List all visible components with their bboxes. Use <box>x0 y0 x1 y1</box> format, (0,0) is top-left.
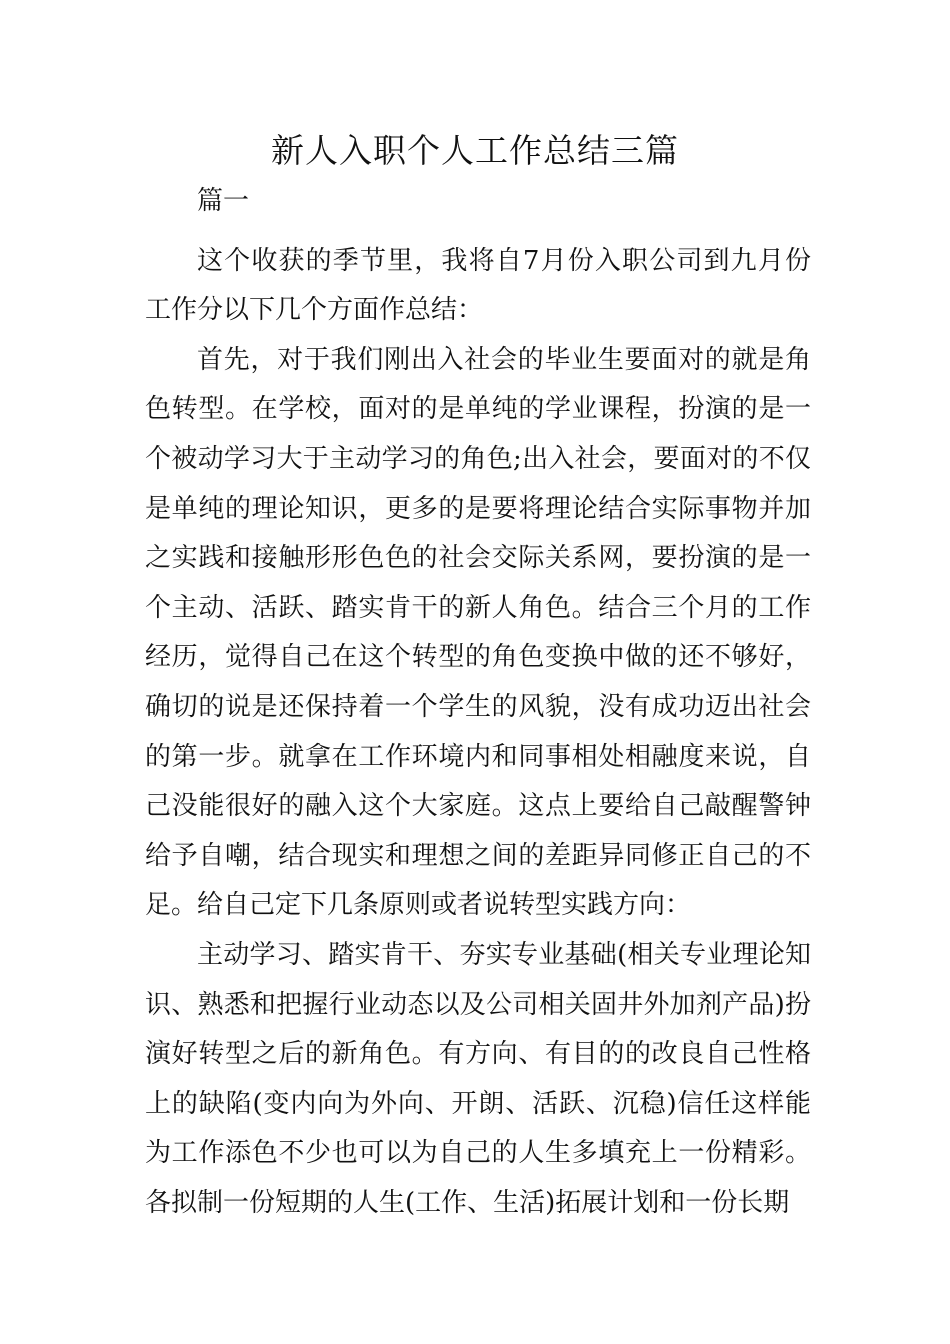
paragraph-intro: 这个收获的季节里，我将自7月份入职公司到九月份工作分以下几个方面作总结： <box>145 245 811 326</box>
paragraph-role-transition: 首先，对于我们刚出入社会的毕业生要面对的就是角色转型。在学校，面对的是单纯的学业课程，扮演的是一个被动学习大于主动学习的角色;出入社会，要面对的不仅是单纯的理论知识，更多的是要将理论结合实际事物并加之实践和接触形形色色的社会交际关系网，要扮演的是一个主动、活跃、踏实肯干的新人角色。结合三个月的工作经历，觉得自己在这个转型的角色变换中做的还不够好，确切的说是还保持着一个学生的风貌，没有成功迈出社会的第一步。就拿在工作环境内和同事相处相融度来说，自己没能很好的融入这个大家庭。这点上要给自己敲醒警钟给予自嘲，结合现实和理想之间的差距异同修正自己的不足。给自己定下几条原则或者说转型实践方向： <box>145 344 811 921</box>
document-title: 新人入职个人工作总结三篇 <box>271 131 679 170</box>
document-body <box>145 177 811 1228</box>
section-heading: 篇一 <box>197 186 250 216</box>
paragraph-active-learning: 主动学习、踏实肯干、夯实专业基础(相关专业理论知识、熟悉和把握行业动态以及公司相关固井外加剂产品)扮演好转型之后的新角色。有方向、有目的的改良自己性格上的缺陷(变内向为外向、开朗、活跃、沉稳)信任这样能为工作添色不少也可以为自己的人生多填充上一份精彩。各拟制一份短期的人生(工作、生活)拓展计划和一份长期 <box>145 939 811 1218</box>
